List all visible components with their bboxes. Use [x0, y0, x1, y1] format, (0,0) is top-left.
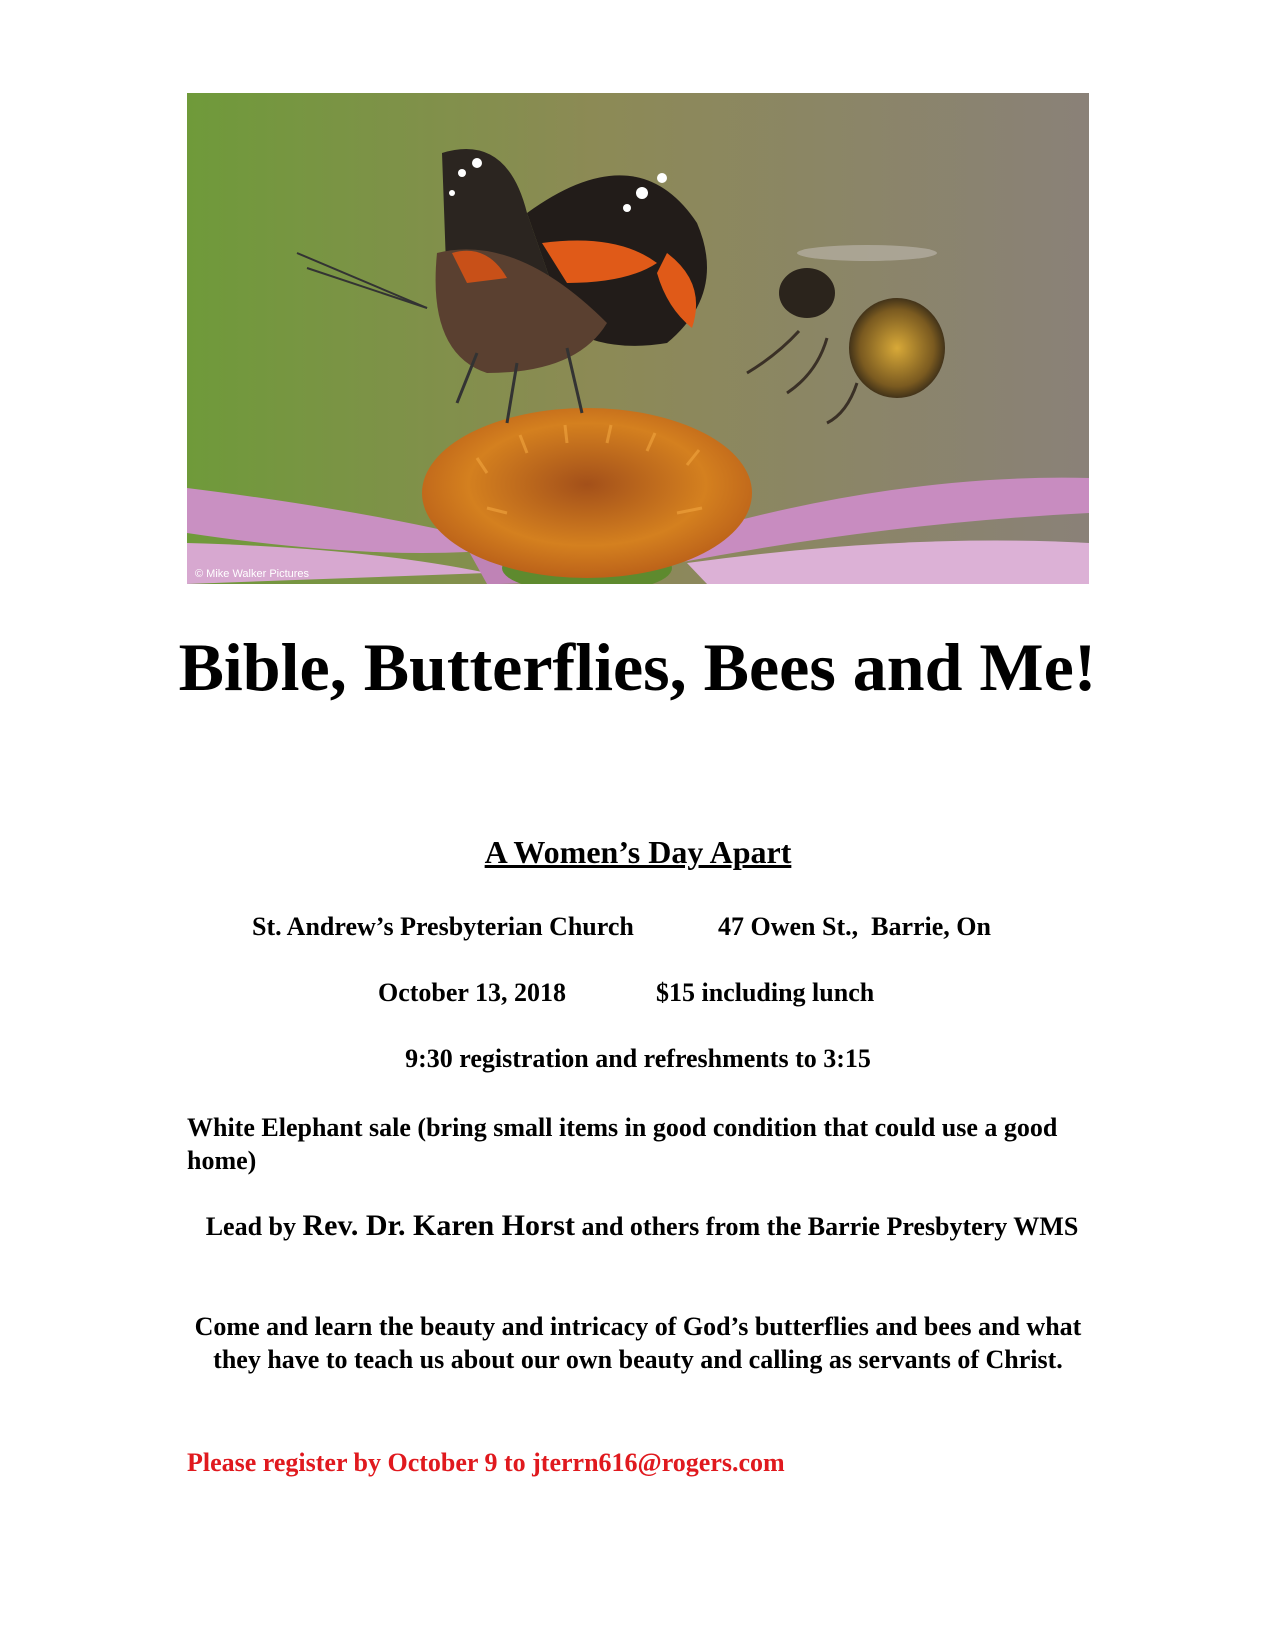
white-elephant-sale: White Elephant sale (bring small items in good condition that could use a good home): [187, 1113, 1058, 1175]
event-description: Come and learn the beauty and intricacy of God’s butterflies and bees and what they have to teach us about our own beauty and calling as servants of Christ.: [194, 1312, 1082, 1374]
leader-name: Rev. Dr. Karen Horst: [302, 1209, 575, 1242]
photo-credit: © Mike Walker Pictures: [195, 568, 310, 580]
leaders-prefix: Lead by: [205, 1212, 303, 1241]
butterfly-bee-photo: [187, 93, 1089, 584]
leaders-line: [187, 1209, 1097, 1243]
event-hours: 9:30 registration and refreshments to 3:15: [405, 1044, 871, 1073]
church-name: St. Andrew’s Presbyterian Church: [252, 912, 634, 941]
event-price: $15 including lunch: [656, 978, 875, 1007]
leaders-suffix: and others from the Barrie Presbytery WMS: [574, 1212, 1079, 1241]
flyer-title: Bible, Butterflies, Bees and Me!: [178, 629, 1097, 705]
registration-note: Please register by October 9 to jterrn616@rogers.com: [187, 1448, 785, 1477]
flyer-subtitle: A Women’s Day Apart: [484, 834, 792, 870]
event-date: October 13, 2018: [378, 978, 566, 1007]
church-address: 47 Owen St., Barrie, On: [718, 912, 991, 941]
